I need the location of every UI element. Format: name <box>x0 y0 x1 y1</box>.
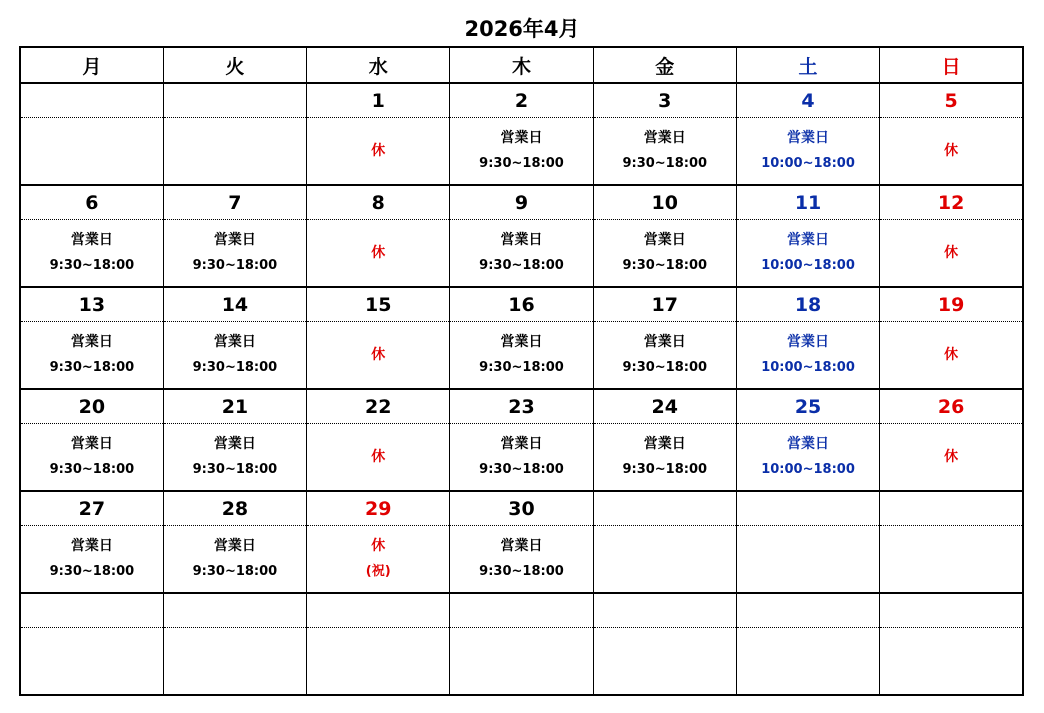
day-number: 22 <box>307 389 450 424</box>
day-number: 1 <box>307 83 450 118</box>
day-number <box>736 593 879 628</box>
day-status-cell <box>307 220 450 288</box>
day-number: 26 <box>880 389 1023 424</box>
day-status-cell <box>880 424 1023 492</box>
day-status-cell <box>736 220 879 288</box>
day-number: 23 <box>450 389 593 424</box>
day-status-cell <box>163 118 306 186</box>
day-number: 13 <box>20 287 163 322</box>
day-status-cell <box>736 628 879 696</box>
day-number: 20 <box>20 389 163 424</box>
day-hours: 9:30~18:00 <box>192 258 278 273</box>
day-number: 12 <box>880 185 1023 220</box>
day-number: 15 <box>307 287 450 322</box>
day-status-label: 休 <box>944 245 959 261</box>
day-number: 21 <box>163 389 306 424</box>
day-status-label: 休 <box>371 245 386 261</box>
day-number <box>593 593 736 628</box>
day-status-label: 営業日 <box>500 232 543 248</box>
week-status-row <box>20 322 1023 390</box>
day-status-label: 営業日 <box>787 130 830 146</box>
day-status-label: 営業日 <box>643 436 686 452</box>
day-status-label: 営業日 <box>70 436 113 452</box>
day-status-cell <box>163 322 306 390</box>
day-status-cell <box>163 220 306 288</box>
weekday-header: 水 <box>307 47 450 83</box>
day-status-label: 営業日 <box>500 538 543 554</box>
weekday-header: 金 <box>593 47 736 83</box>
day-number <box>880 593 1023 628</box>
day-status-label: 営業日 <box>70 538 113 554</box>
day-status-cell <box>593 526 736 594</box>
day-status-label: 営業日 <box>643 232 686 248</box>
week-status-row <box>20 118 1023 186</box>
day-number: 9 <box>450 185 593 220</box>
day-status-label: 休 <box>944 449 959 465</box>
weekday-header: 木 <box>450 47 593 83</box>
day-hours: 9:30~18:00 <box>622 258 708 273</box>
calendar-body <box>20 83 1023 695</box>
day-status-label: 営業日 <box>500 436 543 452</box>
day-status-cell <box>736 424 879 492</box>
day-status-label: 営業日 <box>643 334 686 350</box>
day-hours: 9:30~18:00 <box>192 360 278 375</box>
day-status-cell <box>307 322 450 390</box>
day-status-label: 営業日 <box>787 334 830 350</box>
day-number: 5 <box>880 83 1023 118</box>
day-status-cell <box>593 424 736 492</box>
day-hours: 9:30~18:00 <box>479 462 564 477</box>
day-hours: 9:30~18:00 <box>622 156 708 171</box>
calendar-table <box>19 46 1024 696</box>
day-hours: 9:30~18:00 <box>479 156 564 171</box>
week-date-row <box>20 389 1023 424</box>
day-number: 7 <box>163 185 306 220</box>
day-status-label: 休 <box>371 449 386 465</box>
day-status-label: 休 <box>371 143 386 159</box>
weekday-header: 日 <box>880 47 1023 83</box>
week-date-row <box>20 185 1023 220</box>
day-status-cell <box>880 526 1023 594</box>
day-number: 28 <box>163 491 306 526</box>
weekday-header: 火 <box>163 47 306 83</box>
day-number <box>450 593 593 628</box>
day-status-cell <box>593 118 736 186</box>
day-hours: 9:30~18:00 <box>49 360 135 375</box>
day-number: 18 <box>736 287 879 322</box>
week-status-row <box>20 424 1023 492</box>
day-status-cell <box>307 526 450 594</box>
day-status-cell <box>450 322 593 390</box>
day-number <box>593 491 736 526</box>
day-number: 19 <box>880 287 1023 322</box>
day-status-cell <box>307 424 450 492</box>
day-status-cell <box>450 118 593 186</box>
day-hours: 10:00~18:00 <box>761 156 855 171</box>
day-number: 25 <box>736 389 879 424</box>
week-date-row <box>20 287 1023 322</box>
day-hours: 10:00~18:00 <box>761 462 855 477</box>
day-status-cell <box>450 526 593 594</box>
day-status-label: 営業日 <box>213 334 256 350</box>
day-status-label: 営業日 <box>213 232 256 248</box>
day-status-cell <box>20 118 163 186</box>
day-status-label: 営業日 <box>213 538 256 554</box>
weekday-header-row <box>20 47 1023 83</box>
day-hours: 9:30~18:00 <box>479 360 564 375</box>
day-number: 11 <box>736 185 879 220</box>
day-status-label: 休 <box>371 538 386 554</box>
day-number: 8 <box>307 185 450 220</box>
day-status-cell <box>736 526 879 594</box>
weekday-header: 月 <box>20 47 163 83</box>
day-hours: 9:30~18:00 <box>192 564 278 579</box>
day-hours: 9:30~18:00 <box>622 360 708 375</box>
day-status-cell <box>20 220 163 288</box>
day-status-cell <box>20 322 163 390</box>
day-status-cell <box>450 424 593 492</box>
day-status-label: 営業日 <box>70 232 113 248</box>
day-number: 10 <box>593 185 736 220</box>
day-number <box>736 491 879 526</box>
day-number: 30 <box>450 491 593 526</box>
day-number <box>20 83 163 118</box>
day-status-label: 休 <box>944 143 959 159</box>
day-status-cell <box>450 220 593 288</box>
day-number: 24 <box>593 389 736 424</box>
day-status-cell <box>163 628 306 696</box>
day-hours: 9:30~18:00 <box>192 462 278 477</box>
day-status-label: 休 <box>371 347 386 363</box>
day-number <box>307 593 450 628</box>
week-status-row <box>20 220 1023 288</box>
day-number <box>20 593 163 628</box>
weekday-header: 土 <box>736 47 879 83</box>
day-status-cell <box>593 322 736 390</box>
day-hours: 10:00~18:00 <box>761 360 855 375</box>
day-status-label: 休 <box>944 347 959 363</box>
day-status-cell <box>163 424 306 492</box>
week-status-row <box>20 526 1023 594</box>
week-date-row <box>20 83 1023 118</box>
day-hours: 9:30~18:00 <box>622 462 708 477</box>
day-hours: (祝) <box>365 564 391 579</box>
day-status-label: 営業日 <box>787 436 830 452</box>
day-status-label: 営業日 <box>643 130 686 146</box>
day-hours: 9:30~18:00 <box>49 462 135 477</box>
calendar-title: 2026年4月 <box>464 17 580 41</box>
day-status-cell <box>880 628 1023 696</box>
day-hours: 9:30~18:00 <box>479 564 564 579</box>
day-number: 4 <box>736 83 879 118</box>
day-status-label: 営業日 <box>787 232 830 248</box>
day-status-cell <box>20 526 163 594</box>
day-status-cell <box>880 322 1023 390</box>
day-number <box>163 83 306 118</box>
day-hours: 9:30~18:00 <box>479 258 564 273</box>
day-status-label: 営業日 <box>213 436 256 452</box>
day-number: 14 <box>163 287 306 322</box>
week-date-row <box>20 491 1023 526</box>
day-status-cell <box>593 628 736 696</box>
day-number: 6 <box>20 185 163 220</box>
day-status-cell <box>880 220 1023 288</box>
day-status-cell <box>307 628 450 696</box>
day-number <box>163 593 306 628</box>
day-hours: 9:30~18:00 <box>49 258 135 273</box>
day-status-label: 営業日 <box>500 130 543 146</box>
day-number: 16 <box>450 287 593 322</box>
day-status-cell <box>307 118 450 186</box>
day-status-cell <box>20 628 163 696</box>
day-status-cell <box>163 526 306 594</box>
day-status-cell <box>880 118 1023 186</box>
day-status-cell <box>736 118 879 186</box>
day-number: 29 <box>307 491 450 526</box>
day-status-cell <box>736 322 879 390</box>
day-status-cell <box>593 220 736 288</box>
day-hours: 9:30~18:00 <box>49 564 135 579</box>
week-status-row <box>20 628 1023 696</box>
day-status-label: 営業日 <box>70 334 113 350</box>
day-hours: 10:00~18:00 <box>761 258 855 273</box>
day-number <box>880 491 1023 526</box>
day-number: 17 <box>593 287 736 322</box>
day-status-cell <box>20 424 163 492</box>
day-status-cell <box>450 628 593 696</box>
day-number: 27 <box>20 491 163 526</box>
day-number: 2 <box>450 83 593 118</box>
week-date-row <box>20 593 1023 628</box>
day-number: 3 <box>593 83 736 118</box>
day-status-label: 営業日 <box>500 334 543 350</box>
